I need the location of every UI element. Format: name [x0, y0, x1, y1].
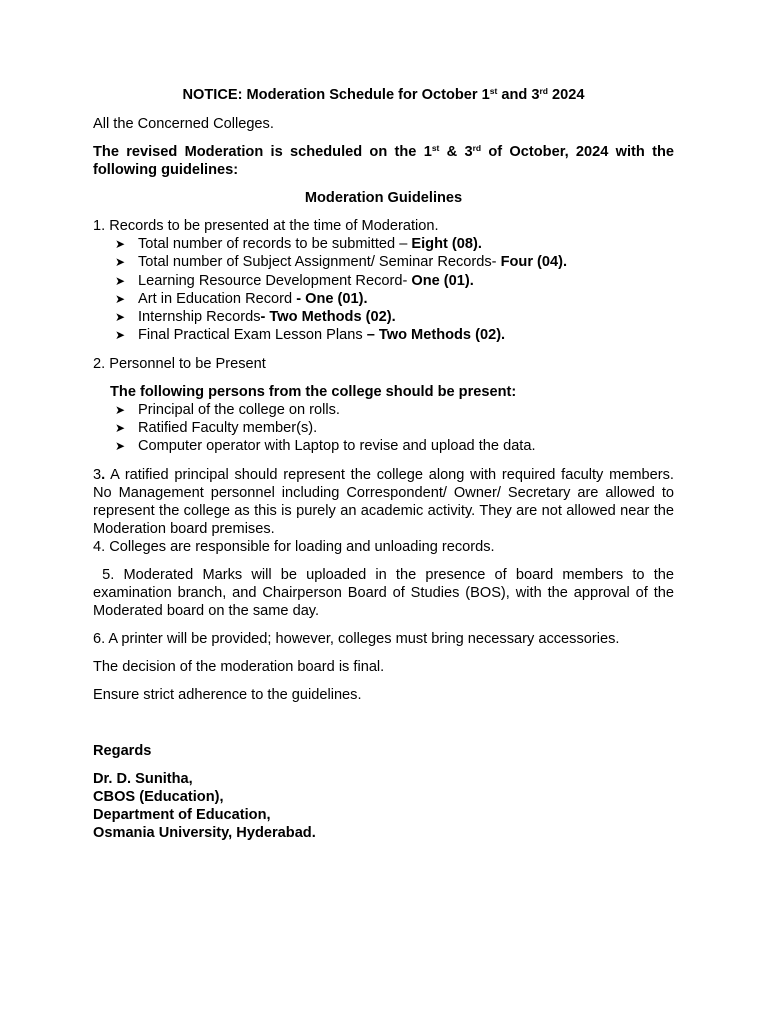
item-count: – Two Methods (02).	[366, 327, 506, 344]
list-item	[115, 308, 674, 326]
records-list	[93, 235, 674, 345]
list-item	[115, 290, 674, 308]
decision-statement: The decision of the moderation board is final.	[93, 658, 385, 675]
list-item	[115, 326, 674, 344]
item-count: - Two Methods (02).	[260, 309, 396, 326]
item-text: Final Practical Exam Lesson Plans	[138, 327, 367, 344]
item-count: Four (04).	[500, 254, 568, 271]
signatory-designation: CBOS (Education),	[93, 788, 224, 805]
item-text: Total number of records to be submitted –	[138, 236, 412, 252]
addressee: All the Concerned Colleges.	[93, 116, 274, 132]
arrow-bullet-icon: ➤	[115, 421, 126, 436]
item-text: Total number of Subject Assignment/ Seminar Records-	[138, 254, 501, 271]
guidelines-heading: Moderation Guidelines	[304, 190, 463, 206]
arrow-bullet-icon: ➤	[115, 439, 126, 454]
list-item	[115, 235, 674, 253]
arrow-bullet-icon: ➤	[115, 310, 126, 325]
item-text: Learning Resource Development Record-	[138, 272, 412, 289]
title-year: 2024	[548, 87, 585, 103]
item-count: - One (01).	[296, 290, 368, 307]
point-3-dot: .	[101, 466, 106, 483]
item-count: One (01).	[411, 272, 474, 289]
list-item	[115, 437, 674, 455]
arrow-bullet-icon: ➤	[115, 237, 126, 251]
notice-title	[93, 86, 674, 105]
intro-text-mid: & 3	[439, 144, 473, 160]
signatory-department: Department of Education,	[93, 806, 271, 823]
item-text: Art in Education Record	[138, 290, 297, 307]
signatory-university: Osmania University, Hyderabad.	[93, 824, 316, 841]
intro-superscript-st: st	[431, 143, 440, 153]
title-text: NOTICE: Moderation Schedule for October 1	[182, 87, 490, 103]
point-6: 6. A printer will be provided; however, colleges must bring necessary accessories.	[93, 630, 620, 647]
signature-block	[93, 770, 674, 842]
list-item	[115, 419, 674, 437]
arrow-bullet-icon: ➤	[115, 255, 126, 270]
intro-text: The revised Moderation is scheduled on the 1	[93, 144, 432, 160]
title-text-mid: and 3	[497, 87, 540, 103]
arrow-bullet-icon: ➤	[115, 402, 126, 417]
notice-document	[93, 86, 679, 842]
arrow-bullet-icon: ➤	[115, 291, 126, 306]
point-3-number: 3	[93, 466, 102, 483]
point-4: 4. Colleges are responsible for loading and unloading records.	[93, 538, 495, 555]
adherence-statement: Ensure strict adherence to the guidelines.	[93, 686, 362, 703]
arrow-bullet-icon: ➤	[115, 273, 126, 288]
section-2-heading: 2. Personnel to be Present	[93, 355, 266, 372]
list-item	[115, 253, 674, 271]
personnel-list	[93, 401, 674, 456]
title-superscript-st: st	[489, 86, 498, 96]
item-text: Ratified Faculty member(s).	[138, 420, 318, 437]
intro-superscript-rd: rd	[472, 143, 482, 153]
section-2-subheading: The following persons from the college should be present:	[110, 383, 517, 400]
list-item	[115, 272, 674, 290]
point-3-text: A ratified principal should represent the college along with required faculty members. No Management personnel including Correspondent/ Owner/ Secretary are allowed to represent the college as this is purely an academic activity. They are not allowed near the Moderation board premises.	[93, 466, 674, 537]
title-superscript-rd: rd	[539, 86, 548, 96]
arrow-bullet-icon: ➤	[115, 328, 126, 343]
list-item	[115, 401, 674, 419]
section-1-heading: 1. Records to be presented at the time of Moderation.	[93, 218, 439, 234]
item-text: Principal of the college on rolls.	[138, 401, 340, 418]
signatory-name: Dr. D. Sunitha,	[93, 770, 193, 787]
item-text: Internship Records	[138, 309, 261, 326]
item-text: Computer operator with Laptop to revise and upload the data.	[138, 438, 536, 455]
item-count: Eight (08).	[411, 236, 482, 252]
regards: Regards	[93, 742, 152, 759]
point-3	[93, 466, 674, 538]
intro-text-end: of October, 2024 with the following guidelines:	[93, 144, 674, 178]
intro-paragraph	[93, 143, 674, 179]
point-5: 5. Moderated Marks will be uploaded in the presence of board members to the examination branch, and Chairperson Board of Studies (BOS), with the approval of the Moderated board on the same day.	[93, 566, 679, 619]
